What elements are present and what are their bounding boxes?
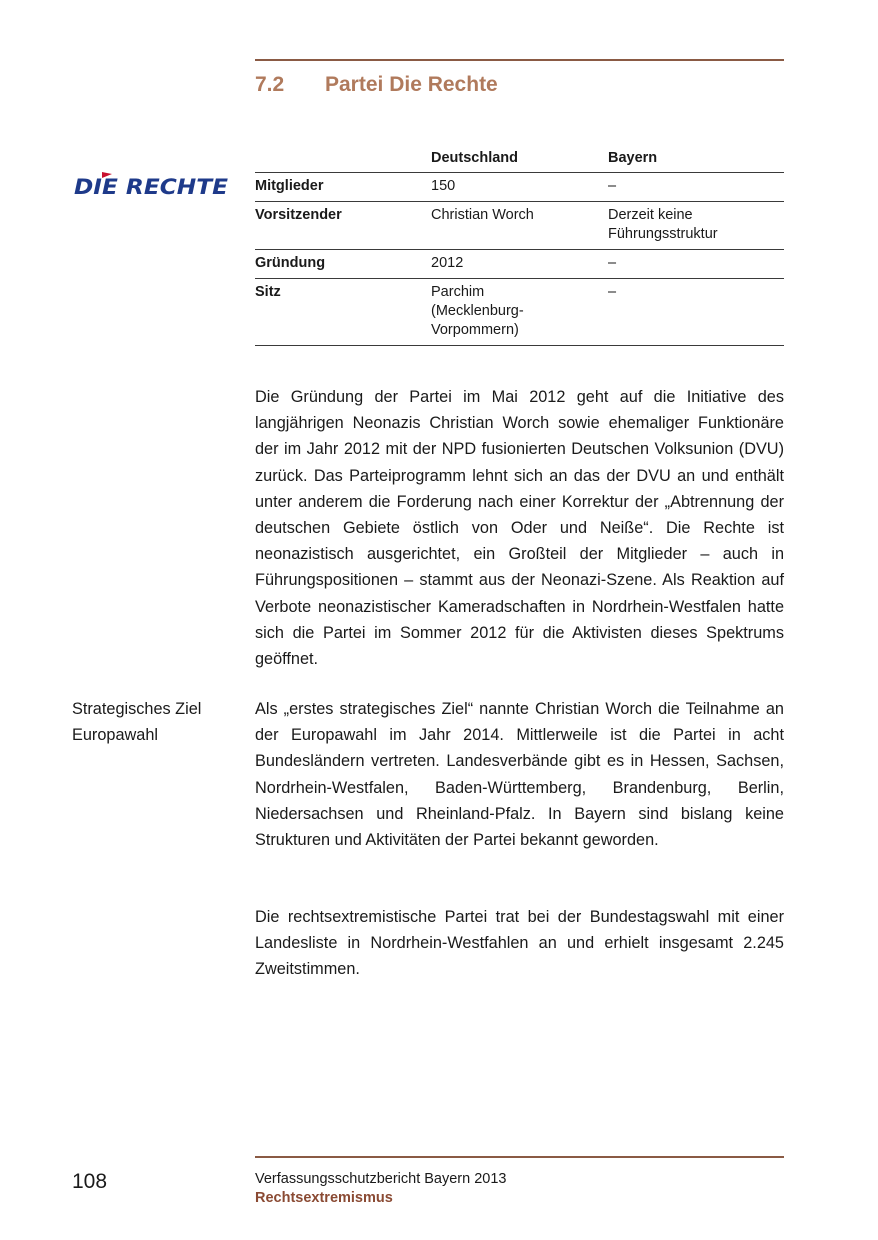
page-number: 108	[72, 1170, 108, 1193]
table-header-deutschland: Deutschland	[431, 145, 608, 173]
cell-bayern: –	[608, 173, 784, 202]
body-paragraph-election: Die rechtsextremistische Partei trat bei der Bundestagswahl mit einer Landesliste in Nordrhein-Westfahlen an und erhielt insgesamt 2.245 Zweitstimmen.	[255, 908, 784, 979]
table-header-row	[255, 145, 784, 173]
row-label: Sitz	[255, 279, 431, 346]
table-row	[255, 202, 784, 250]
body-paragraph-founding: Die Gründung der Partei im Mai 2012 geht auf die Initiative des langjährigen Neonazis Christian Worch sowie ehemaliger Funktionäre der im Jahr 2012 mit der NPD fusionierten Deutschen Volksunion (DVU) zurück. Das Parteiprogramm lehnt sich an das der DVU an und enthält unter anderem die Forderung nach einer Korrektur der „Abtrennung der deutschen Gebiete östlich von Oder und Neiße“. Die Rechte ist neonazistisch ausgerichtet, ein Großteil der Mitglieder – auch in Führungspositionen – stammt aus der Neonazi-Szene. Als Reaktion auf Verbote neonazistischer Kameradschaften in Nordrhein-Westfalen hatte sich die Partei im Sommer 2012 für die Aktivisten dieses Spektrums geöffnet.	[255, 388, 784, 669]
row-label: Gründung	[255, 250, 431, 279]
margin-note-line: Europawahl	[72, 726, 158, 745]
cell-deutschland: Parchim (Mecklenburg-Vorpommern)	[431, 279, 608, 346]
cell-deutschland: Christian Worch	[431, 202, 608, 250]
section-title: Partei Die Rechte	[325, 73, 498, 96]
party-facts-table	[255, 145, 784, 346]
table-header-bayern: Bayern	[608, 145, 784, 173]
table-header-blank	[255, 145, 431, 173]
margin-note	[72, 696, 242, 748]
section-number: 7.2	[255, 73, 285, 96]
die-rechte-logo	[72, 170, 230, 198]
table-row	[255, 173, 784, 202]
margin-note-line: Strategisches Ziel	[72, 700, 202, 718]
section-heading	[255, 70, 498, 100]
row-label: Mitglieder	[255, 173, 431, 202]
cell-deutschland: 150	[431, 173, 608, 202]
footer-chapter-title: Rechtsextremismus	[255, 1190, 393, 1206]
logo-wordmark: DIE RECHTE	[74, 175, 229, 198]
footer-publication-title: Verfassungsschutzbericht Bayern 2013	[255, 1171, 507, 1187]
table-row	[255, 279, 784, 346]
body-paragraph-strategy: Als „erstes strategisches Ziel“ nannte Christian Worch die Teilnahme an der Europawahl im Jahr 2014. Mittlerweile ist die Partei in acht Bundesländern vertreten. Landesverbände gibt es in Hessen, Sachsen, Nordrhein-Westfalen, Baden-Württemberg, Brandenburg, Berlin, Niedersachsen und Rheinland-Pfalz. In Bayern sind bislang keine Strukturen und Aktivitäten der Partei bekannt geworden.	[255, 700, 784, 850]
footer-divider	[255, 1156, 784, 1158]
cell-bayern: –	[608, 250, 784, 279]
cell-deutschland: 2012	[431, 250, 608, 279]
row-label: Vorsitzender	[255, 202, 431, 250]
table-row	[255, 250, 784, 279]
cell-bayern: Derzeit keine Führungsstruktur	[608, 202, 784, 250]
cell-bayern: –	[608, 279, 784, 346]
top-divider	[255, 59, 784, 61]
